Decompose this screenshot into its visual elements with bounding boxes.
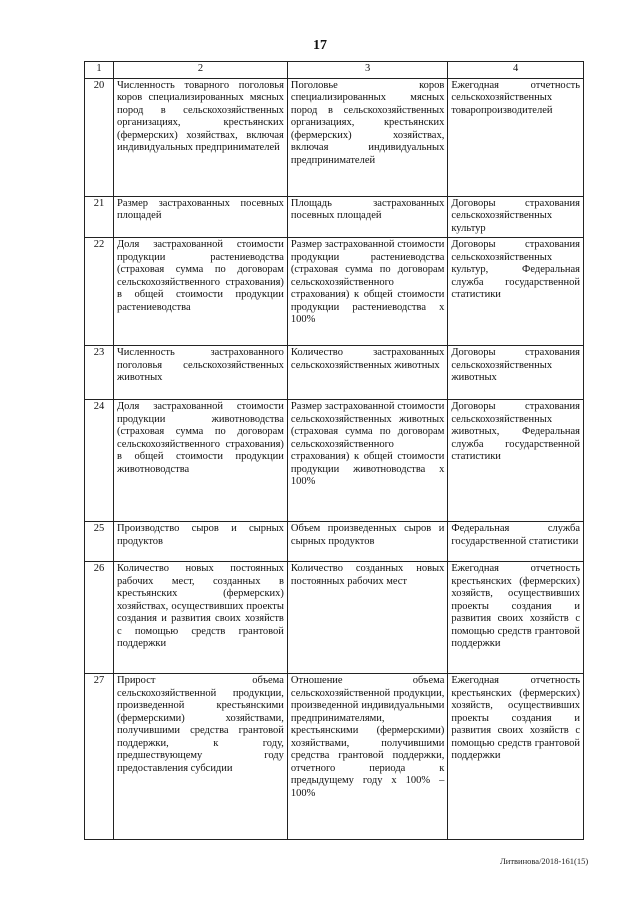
indicator-name: Доля застрахованной стоимости продукции растениеводства (страховая сумма по договорам сельскохозяйственного страхования) в общей стоимости продукции растениеводства <box>113 238 287 346</box>
indicator-name: Прирост объема сельскохозяйственной продукции, произведенной крестьянскими (фермерскими) хозяйствами, получившими средства грантовой поддержки, к году, предшествующему году предоставления субсидии <box>113 674 287 840</box>
calculation-method: Количество застрахованных сельскохозяйственных животных <box>287 346 447 400</box>
header-col-1: 1 <box>85 62 114 79</box>
table-row <box>85 346 584 400</box>
calculation-method: Объем произведенных сыров и сырных продуктов <box>287 522 447 562</box>
data-source: Федеральная служба государственной статистики <box>448 522 584 562</box>
row-number: 25 <box>85 522 114 562</box>
header-col-2: 2 <box>113 62 287 79</box>
data-source: Договоры страхования сельскохозяйственных животных <box>448 346 584 400</box>
row-number: 24 <box>85 400 114 522</box>
header-col-4: 4 <box>448 62 584 79</box>
indicator-name: Производство сыров и сырных продуктов <box>113 522 287 562</box>
data-source: Ежегодная отчетность крестьянских (фермерских) хозяйств, осуществивших проекты создания и развития своих хозяйств с помощью средств грантовой поддержки <box>448 562 584 674</box>
row-number: 26 <box>85 562 114 674</box>
indicator-name: Размер застрахованных посевных площадей <box>113 196 287 238</box>
table-row <box>85 400 584 522</box>
table-row <box>85 78 584 196</box>
calculation-method: Площадь застрахованных посевных площадей <box>287 196 447 238</box>
table-header-row <box>85 62 584 79</box>
calculation-method: Поголовье коров специализированных мясных пород в сельскохозяйственных организациях, крестьянских (фермерских) хозяйствах, включая индивидуальных предпринимателей <box>287 78 447 196</box>
indicators-table <box>84 61 584 840</box>
data-source: Ежегодная отчетность сельскохозяйственных товаропроизводителей <box>448 78 584 196</box>
table-row <box>85 522 584 562</box>
indicator-name: Доля застрахованной стоимости продукции животноводства (страховая сумма по договорам сельскохозяйственного страхования) в общей стоимости продукции животноводства <box>113 400 287 522</box>
table-row <box>85 238 584 346</box>
row-number: 23 <box>85 346 114 400</box>
indicator-name: Численность застрахованного поголовья сельскохозяйственных животных <box>113 346 287 400</box>
data-source: Договоры страхования сельскохозяйственных культур, Федеральная служба государственной статистики <box>448 238 584 346</box>
data-source: Ежегодная отчетность крестьянских (фермерских) хозяйств, осуществивших проекты создания и развития своих хозяйств с помощью средств грантовой поддержки <box>448 674 584 840</box>
table-row <box>85 196 584 238</box>
header-col-3: 3 <box>287 62 447 79</box>
data-source: Договоры страхования сельскохозяйственных животных, Федеральная служба государственной статистики <box>448 400 584 522</box>
table-row <box>85 674 584 840</box>
table-row <box>85 562 584 674</box>
data-source: Договоры страхования сельскохозяйственных культур <box>448 196 584 238</box>
indicator-name: Численность товарного поголовья коров специализированных мясных пород в сельскохозяйственных организациях, крестьянских (фермерских) хозяйствах, включая индивидуальных предпринимателей <box>113 78 287 196</box>
calculation-method: Размер застрахованной стоимости продукции растениеводства (страховая сумма по договорам сельскохозяйственного страхования) к общей стоимости продукции растениеводства х 100% <box>287 238 447 346</box>
page-number: 17 <box>313 38 327 53</box>
calculation-method: Размер застрахованной стоимости сельскохозяйственных животных (страховая сумма по договорам сельскохозяйственного страхования) к общей стоимости продукции животноводства х 100% <box>287 400 447 522</box>
calculation-method: Количество созданных новых постоянных рабочих мест <box>287 562 447 674</box>
row-number: 21 <box>85 196 114 238</box>
row-number: 27 <box>85 674 114 840</box>
row-number: 22 <box>85 238 114 346</box>
document-footer-code: Литвинова/2018-161(15) <box>500 856 589 866</box>
indicator-name: Количество новых постоянных рабочих мест, созданных в крестьянских (фермерских) хозяйствах, осуществивших проекты создания и развития своих хозяйств с помощью средств грантовой поддержки <box>113 562 287 674</box>
calculation-method: Отношение объема сельскохозяйственной продукции, произведенной индивидуальными предпринимателями, крестьянскими (фермерскими) хозяйствами, получившими средства грантовой поддержки, отчетного периода к предыдущему году х 100% – 100% <box>287 674 447 840</box>
row-number: 20 <box>85 78 114 196</box>
